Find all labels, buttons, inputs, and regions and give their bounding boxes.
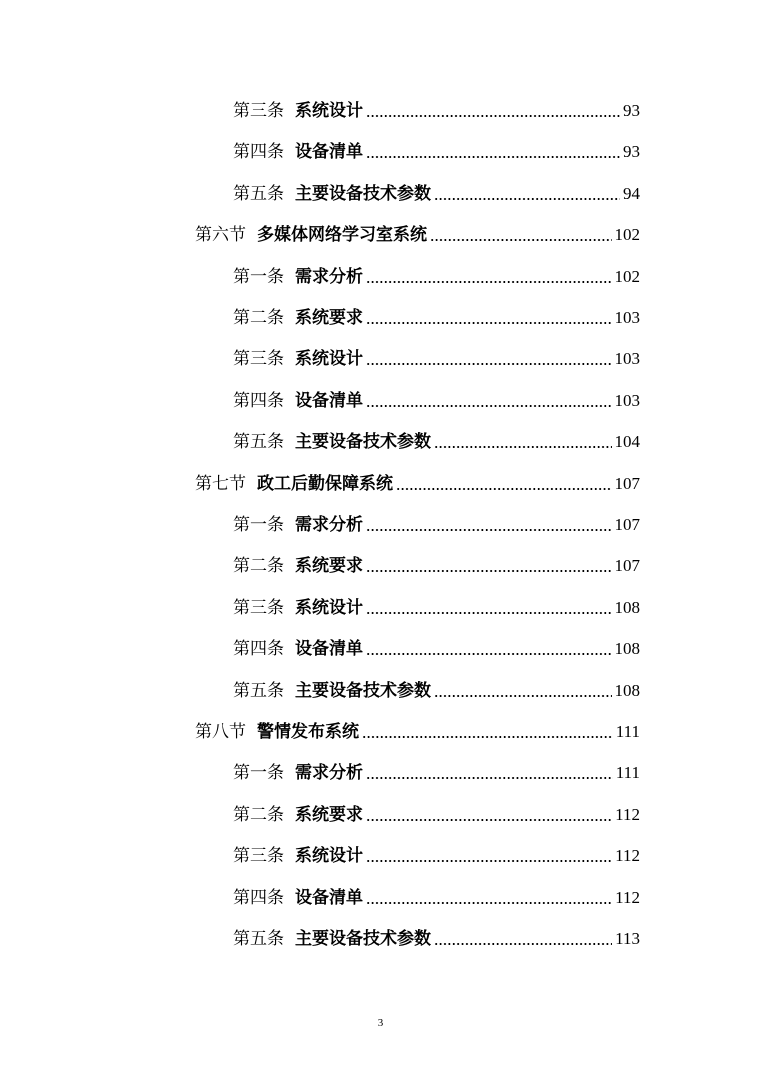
toc-entry-number: 第三条 <box>233 846 284 867</box>
toc-entry-number: 第一条 <box>233 763 284 784</box>
toc-dot-leader <box>366 902 612 904</box>
toc-dot-leader <box>430 239 612 241</box>
toc-entry-title: 系统要求 <box>295 556 363 577</box>
toc-dot-leader <box>362 736 613 738</box>
toc-entry-number: 第五条 <box>233 432 284 453</box>
toc-entry-title: 系统设计 <box>295 101 363 121</box>
toc-entry-title: 主要设备技术参数 <box>295 432 431 453</box>
toc-item-entry <box>233 636 640 660</box>
toc-item-entry <box>233 553 640 577</box>
toc-item-entry <box>233 512 640 536</box>
toc-entry-title: 主要设备技术参数 <box>295 929 431 949</box>
toc-dot-leader <box>434 446 612 448</box>
toc-item-entry <box>233 760 640 784</box>
toc-entry-number: 第二条 <box>233 804 284 825</box>
toc-entry-number: 第二条 <box>233 556 284 577</box>
toc-item-entry <box>233 595 640 619</box>
toc-entry-page: 111 <box>615 763 640 783</box>
toc-dot-leader <box>366 281 612 283</box>
toc-entry-title: 政工后勤保障系统 <box>257 473 393 494</box>
toc-entry-number: 第五条 <box>233 183 284 204</box>
toc-entry-title: 系统设计 <box>295 349 363 370</box>
toc-dot-leader <box>366 322 612 324</box>
toc-item-entry <box>233 264 640 288</box>
toc-entry-page: 102 <box>614 225 640 245</box>
toc-item-entry <box>233 305 640 329</box>
toc-entry-number: 第三条 <box>233 597 284 618</box>
toc-item-entry <box>233 181 640 205</box>
toc-entry-number: 第一条 <box>233 515 284 535</box>
toc-entry-number: 第一条 <box>233 266 284 287</box>
toc-entry-page: 93 <box>623 101 640 120</box>
toc-entry-number: 第三条 <box>233 101 284 121</box>
toc-entry-title: 设备清单 <box>295 142 363 163</box>
toc-dot-leader <box>366 156 620 158</box>
toc-item-entry <box>233 346 640 370</box>
toc-entry-number: 第六节 <box>195 225 246 246</box>
toc-dot-leader <box>366 529 612 531</box>
toc-entry-number: 第四条 <box>233 142 284 163</box>
toc-dot-leader <box>434 198 620 200</box>
toc-dot-leader <box>366 612 612 614</box>
toc-dot-leader <box>366 570 612 572</box>
toc-entry-title: 设备清单 <box>295 887 363 908</box>
toc-entry-page: 112 <box>615 846 640 866</box>
toc-entry-title: 主要设备技术参数 <box>295 183 431 204</box>
toc-entry-page: 108 <box>614 680 640 700</box>
toc-entry-page: 107 <box>614 556 640 576</box>
toc-item-entry <box>233 926 640 950</box>
toc-dot-leader <box>366 777 613 779</box>
toc-entry-page: 103 <box>614 349 640 369</box>
toc-entry-number: 第四条 <box>233 887 284 908</box>
toc-item-entry <box>233 429 640 453</box>
toc-section-entry <box>195 471 640 495</box>
toc-entry-page: 103 <box>614 308 640 327</box>
toc-entry-title: 警情发布系统 <box>257 722 359 742</box>
toc-dot-leader <box>434 943 612 945</box>
toc-entry-number: 第八节 <box>195 722 246 742</box>
toc-entry-page: 108 <box>614 597 640 617</box>
toc-entry-page: 103 <box>614 390 640 410</box>
toc-entry-title: 系统设计 <box>295 846 363 867</box>
toc-dot-leader <box>366 860 612 862</box>
toc-item-entry <box>233 139 640 163</box>
page-number: 3 <box>377 1017 384 1029</box>
toc-entry-title: 系统要求 <box>295 804 363 825</box>
toc-entry-number: 第五条 <box>233 929 284 949</box>
toc-entry-title: 设备清单 <box>295 390 363 411</box>
toc-dot-leader <box>434 695 612 697</box>
toc-entry-page: 112 <box>615 804 640 824</box>
toc-entry-page: 112 <box>615 887 640 907</box>
toc-entry-title: 系统设计 <box>295 597 363 618</box>
toc-entry-number: 第七节 <box>195 473 246 494</box>
toc-entry-title: 系统要求 <box>295 308 363 328</box>
toc-entry-title: 需求分析 <box>295 266 363 287</box>
toc-dot-leader <box>366 819 612 821</box>
toc-entry-page: 94 <box>623 183 640 203</box>
toc-entry-title: 需求分析 <box>295 763 363 784</box>
toc-dot-leader <box>366 653 612 655</box>
toc-entry-title: 设备清单 <box>295 639 363 660</box>
toc-entry-number: 第四条 <box>233 639 284 660</box>
toc-dot-leader <box>366 115 620 117</box>
toc-entry-title: 主要设备技术参数 <box>295 680 431 701</box>
toc-item-entry <box>233 678 640 702</box>
toc-item-entry <box>233 388 640 412</box>
toc-entry-page: 102 <box>614 266 640 286</box>
toc-dot-leader <box>396 488 612 490</box>
toc-entry-number: 第三条 <box>233 349 284 370</box>
toc-entry-title: 需求分析 <box>295 515 363 535</box>
toc-entry-page: 104 <box>614 432 640 452</box>
toc-section-entry <box>195 719 640 743</box>
toc-item-entry <box>233 843 640 867</box>
toc-entry-page: 107 <box>614 515 640 534</box>
toc-section-entry <box>195 222 640 246</box>
toc-item-entry <box>233 885 640 909</box>
toc-entry-page: 107 <box>614 473 640 493</box>
toc-dot-leader <box>366 405 612 407</box>
toc-entry-title: 多媒体网络学习室系统 <box>257 225 427 246</box>
toc-item-entry <box>233 802 640 826</box>
toc-entry-number: 第四条 <box>233 390 284 411</box>
toc-entry-page: 113 <box>615 929 640 948</box>
toc-entry-number: 第二条 <box>233 308 284 328</box>
toc-item-entry <box>233 98 640 122</box>
toc-entry-number: 第五条 <box>233 680 284 701</box>
toc-dot-leader <box>366 363 612 365</box>
toc-entry-page: 93 <box>623 142 640 162</box>
toc-entry-page: 108 <box>614 639 640 659</box>
toc-entry-page: 111 <box>615 722 640 741</box>
